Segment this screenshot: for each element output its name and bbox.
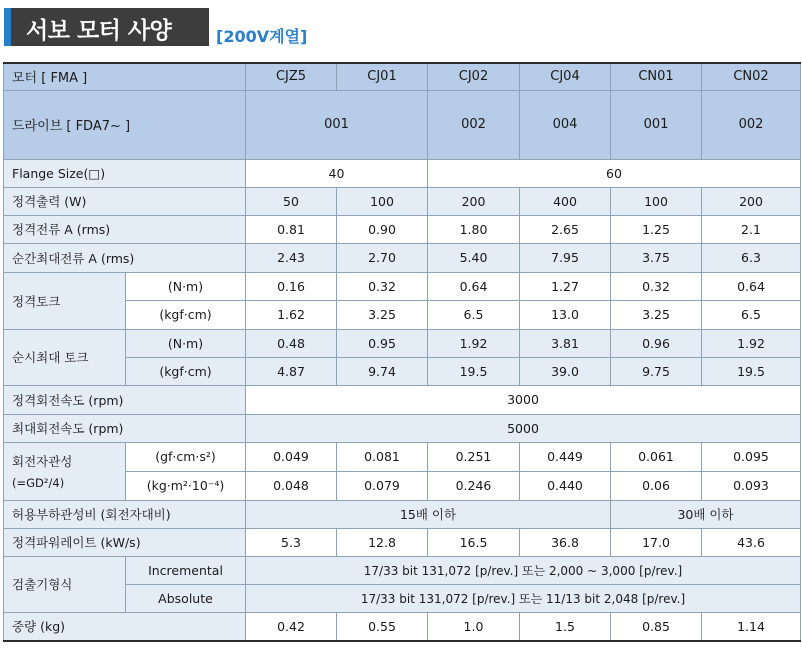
value-cell: 0.049 — [246, 442, 337, 471]
rated-current-label: 정격전류 A (rms) — [4, 215, 246, 243]
peak-current-row — [4, 243, 801, 272]
value-cell: 0.55 — [337, 612, 428, 641]
value-cell: 0.440 — [520, 471, 611, 500]
value-cell: 6.3 — [702, 243, 801, 272]
encoder-row-1 — [4, 556, 801, 584]
value-cell: 9.74 — [337, 357, 428, 385]
flange-label: Flange Size(□) — [4, 159, 246, 187]
flange-cell: 60 — [428, 159, 801, 187]
value-cell: 17.0 — [611, 528, 702, 556]
value-cell: 1.27 — [520, 272, 611, 300]
value-cell: 13.0 — [520, 300, 611, 329]
motor-cell: CJ01 — [337, 63, 428, 90]
value-cell: 1.62 — [246, 300, 337, 329]
power-rate-row — [4, 528, 801, 556]
drive-cell: 002 — [702, 90, 801, 159]
page-subtitle: [200V계열] — [216, 27, 308, 46]
value-cell: 3000 — [246, 385, 801, 414]
rated-current-row — [4, 215, 801, 243]
rated-output-label: 정격출력 (W) — [4, 187, 246, 215]
value-cell: 0.96 — [611, 329, 702, 357]
drive-row — [4, 90, 801, 159]
motor-label: 모터 [ FMA ] — [4, 63, 246, 90]
value-cell: 0.251 — [428, 442, 520, 471]
value-cell: 0.90 — [337, 215, 428, 243]
motor-cell: CN02 — [702, 63, 801, 90]
value-cell: 2.43 — [246, 243, 337, 272]
value-cell: 1.92 — [702, 329, 801, 357]
value-cell: 0.093 — [702, 471, 801, 500]
value-cell: 0.85 — [611, 612, 702, 641]
value-cell: 1.92 — [428, 329, 520, 357]
peak-current-label: 순간최대전류 A (rms) — [4, 243, 246, 272]
unit-cell: (kgf·cm) — [126, 300, 246, 329]
value-cell: 1.25 — [611, 215, 702, 243]
value-cell: 6.5 — [702, 300, 801, 329]
flange-row — [4, 159, 801, 187]
value-cell: 0.095 — [702, 442, 801, 471]
drive-cell: 004 — [520, 90, 611, 159]
value-cell: 0.64 — [702, 272, 801, 300]
value-cell: 12.8 — [337, 528, 428, 556]
weight-label: 중량 (kg) — [4, 612, 246, 641]
max-speed-row — [4, 414, 801, 442]
peak-torque-row-1 — [4, 329, 801, 357]
motor-row — [4, 63, 801, 90]
rated-speed-row — [4, 385, 801, 414]
unit-cell: (gf·cm·s²) — [126, 442, 246, 471]
value-cell: 0.42 — [246, 612, 337, 641]
value-cell: 50 — [246, 187, 337, 215]
value-cell: 0.95 — [337, 329, 428, 357]
motor-cell: CJ02 — [428, 63, 520, 90]
load-ratio-row — [4, 500, 801, 528]
value-cell: 0.16 — [246, 272, 337, 300]
value-cell: 43.6 — [702, 528, 801, 556]
value-cell: 39.0 — [520, 357, 611, 385]
servo-spec-table — [3, 62, 801, 642]
value-cell: 2.70 — [337, 243, 428, 272]
value-cell: 0.06 — [611, 471, 702, 500]
value-cell: 5.3 — [246, 528, 337, 556]
unit-cell: (kg·m²·10⁻⁴) — [126, 471, 246, 500]
value-cell: 400 — [520, 187, 611, 215]
value-cell: 0.061 — [611, 442, 702, 471]
value-cell: 5.40 — [428, 243, 520, 272]
value-cell: 30배 이하 — [611, 500, 801, 528]
motor-cell: CJZ5 — [246, 63, 337, 90]
drive-cell: 001 — [246, 90, 428, 159]
value-cell: 0.81 — [246, 215, 337, 243]
page-title: 서보 모터 사양 — [26, 18, 172, 44]
value-cell: 7.95 — [520, 243, 611, 272]
rated-speed-label: 정격회전속도 (rpm) — [4, 385, 246, 414]
encoder-type: Absolute — [126, 584, 246, 612]
drive-cell: 002 — [428, 90, 520, 159]
value-cell: 1.5 — [520, 612, 611, 641]
value-cell: 200 — [428, 187, 520, 215]
value-cell: 1.14 — [702, 612, 801, 641]
flange-cell: 40 — [246, 159, 428, 187]
value-cell: 3.25 — [337, 300, 428, 329]
unit-cell: (N·m) — [126, 329, 246, 357]
value-cell: 16.5 — [428, 528, 520, 556]
peak-torque-label: 순시최대 토크 — [4, 329, 126, 385]
value-cell: 3.25 — [611, 300, 702, 329]
value-cell: 3.75 — [611, 243, 702, 272]
value-cell: 19.5 — [428, 357, 520, 385]
value-cell: 0.64 — [428, 272, 520, 300]
drive-cell: 001 — [611, 90, 702, 159]
unit-cell: (N·m) — [126, 272, 246, 300]
value-cell: 6.5 — [428, 300, 520, 329]
value-cell: 19.5 — [702, 357, 801, 385]
value-cell: 0.081 — [337, 442, 428, 471]
weight-row — [4, 612, 801, 641]
value-cell: 100 — [611, 187, 702, 215]
load-ratio-label: 허용부하관성비 (회전자대비) — [4, 500, 246, 528]
inertia-label-line1: 회전자관성 — [12, 454, 73, 469]
title-accent-bar — [4, 8, 11, 46]
value-cell: 1.0 — [428, 612, 520, 641]
encoder-label: 검출기형식 — [4, 556, 126, 612]
value-cell: 2.65 — [520, 215, 611, 243]
encoder-value: 17/33 bit 131,072 [p/rev.] 또는 11/13 bit 2,048 [p/rev.] — [246, 584, 801, 612]
value-cell: 9.75 — [611, 357, 702, 385]
value-cell: 3.81 — [520, 329, 611, 357]
value-cell: 100 — [337, 187, 428, 215]
value-cell: 36.8 — [520, 528, 611, 556]
rated-output-row — [4, 187, 801, 215]
value-cell: 0.32 — [611, 272, 702, 300]
value-cell: 2.1 — [702, 215, 801, 243]
unit-cell: (kgf·cm) — [126, 357, 246, 385]
rated-torque-row-1 — [4, 272, 801, 300]
inertia-row-1 — [4, 442, 801, 471]
value-cell: 200 — [702, 187, 801, 215]
rated-torque-label: 정격토크 — [4, 272, 126, 329]
value-cell: 0.246 — [428, 471, 520, 500]
motor-cell: CN01 — [611, 63, 702, 90]
value-cell: 0.48 — [246, 329, 337, 357]
inertia-label-line2: (=GD²/4) — [12, 476, 65, 490]
value-cell: 1.80 — [428, 215, 520, 243]
max-speed-label: 최대회전속도 (rpm) — [4, 414, 246, 442]
motor-cell: CJ04 — [520, 63, 611, 90]
encoder-value: 17/33 bit 131,072 [p/rev.] 또는 2,000 ~ 3,000 [p/rev.] — [246, 556, 801, 584]
power-rate-label: 정격파워레이트 (kW/s) — [4, 528, 246, 556]
value-cell: 4.87 — [246, 357, 337, 385]
encoder-type: Incremental — [126, 556, 246, 584]
value-cell: 0.048 — [246, 471, 337, 500]
value-cell: 0.449 — [520, 442, 611, 471]
value-cell: 15배 이하 — [246, 500, 611, 528]
value-cell: 0.079 — [337, 471, 428, 500]
inertia-label — [4, 442, 126, 500]
value-cell: 0.32 — [337, 272, 428, 300]
drive-label: 드라이브 [ FDA7~ ] — [4, 90, 246, 159]
value-cell: 5000 — [246, 414, 801, 442]
page-header — [0, 0, 802, 58]
